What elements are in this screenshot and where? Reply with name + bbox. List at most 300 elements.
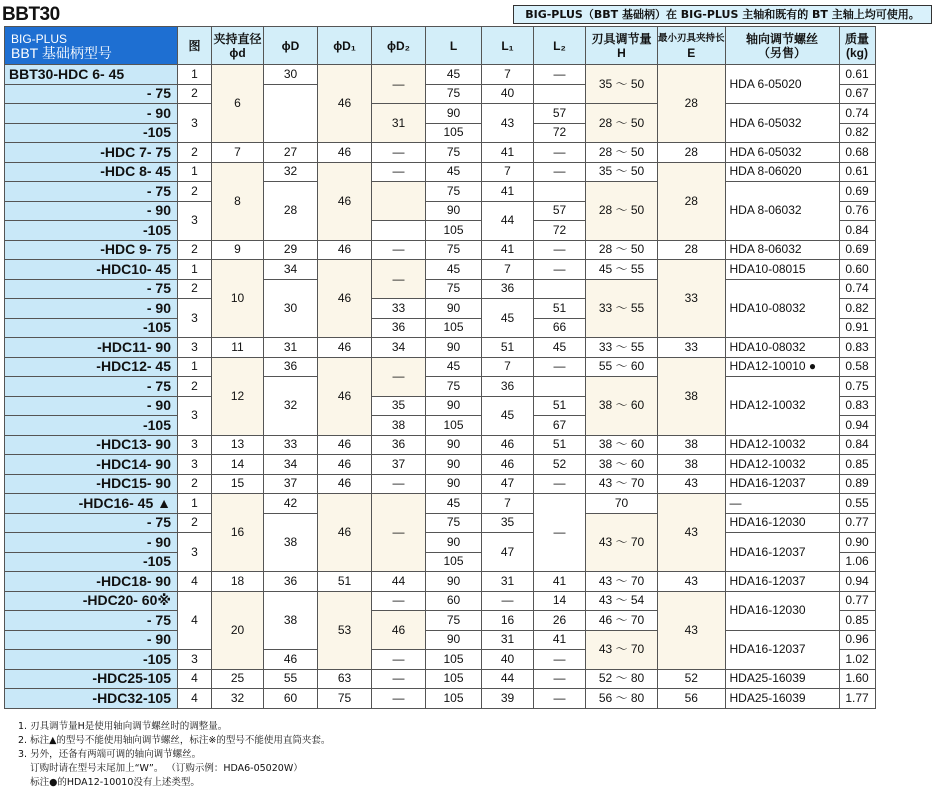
- cell-mass: 0.58: [839, 357, 875, 377]
- cell-adjustment-H: 43 〜 70: [586, 572, 658, 592]
- cell-L: 90: [426, 338, 482, 358]
- cell-mass: 0.82: [839, 299, 875, 319]
- cell-grip-diameter: 6: [212, 65, 264, 143]
- cell-model: - 90: [5, 104, 178, 124]
- cell-min-clamp-E: 52: [658, 669, 726, 689]
- cell-figure: 3: [178, 650, 212, 670]
- cell-D2: —: [372, 650, 426, 670]
- cell-min-clamp-E: 28: [658, 240, 726, 260]
- cell-grip-diameter: 16: [212, 494, 264, 572]
- cell-L1: 44: [482, 201, 534, 240]
- cell-grip-diameter: 18: [212, 572, 264, 592]
- cell-adjustment-H: 38 〜 60: [586, 377, 658, 436]
- cell-L2: 51: [534, 299, 586, 319]
- cell-L2: 45: [534, 338, 586, 358]
- table-row: [5, 513, 876, 533]
- cell-mass: 0.67: [839, 84, 875, 104]
- footnote-line: 2. 标注▲的型号不能使用轴向调节螺丝，标注※的型号不能使用直筒夹套。: [18, 735, 331, 746]
- cell-min-clamp-E: 43: [658, 494, 726, 572]
- header-label: 轴向调节螺丝: [746, 31, 819, 46]
- cell-figure: 3: [178, 299, 212, 338]
- cell-L1: 47: [482, 533, 534, 572]
- cell-figure: 3: [178, 104, 212, 143]
- header-D: [264, 27, 318, 65]
- cell-figure: 2: [178, 182, 212, 202]
- cell-D2: —: [372, 240, 426, 260]
- header-label: ϕd: [229, 45, 246, 60]
- cell-model: -HDC 8- 45: [5, 162, 178, 182]
- header-label: H: [617, 45, 626, 60]
- cell-model: - 75: [5, 377, 178, 397]
- cell-model: BBT30-HDC 6- 45: [5, 65, 178, 85]
- cell-L1: —: [482, 591, 534, 611]
- cell-grip-diameter: 7: [212, 143, 264, 163]
- footnotes: [18, 720, 330, 790]
- cell-D: 32: [264, 162, 318, 182]
- footnote-line: 1. 刃具调节量H是使用轴向调节螺丝时的调整量。: [18, 721, 228, 732]
- cell-mass: 0.61: [839, 162, 875, 182]
- header-label: 质量: [845, 31, 870, 46]
- cell-D1: 46: [318, 357, 372, 435]
- cell-figure: 1: [178, 494, 212, 514]
- cell-adjustment-H: 45 〜 55: [586, 260, 658, 280]
- cell-L: 105: [426, 552, 482, 572]
- cell-adjustment-H: 38 〜 60: [586, 455, 658, 475]
- cell-axial-screw: HDA16-12030: [725, 591, 839, 630]
- cell-L2: 57: [534, 201, 586, 221]
- cell-model: -105: [5, 123, 178, 143]
- cell-L2: —: [534, 143, 586, 163]
- cell-mass: 0.85: [839, 611, 875, 631]
- cell-L1: 7: [482, 65, 534, 85]
- table-row: [5, 104, 876, 124]
- cell-D: 38: [264, 513, 318, 572]
- cell-L2: —: [534, 162, 586, 182]
- cell-axial-screw: HDA10-08015: [725, 260, 839, 280]
- cell-D2: 36: [372, 435, 426, 455]
- cell-L2: [534, 377, 586, 397]
- cell-L: 90: [426, 299, 482, 319]
- header-L1: [482, 27, 534, 65]
- cell-model: - 90: [5, 396, 178, 416]
- cell-D: 28: [264, 182, 318, 241]
- cell-L: 105: [426, 416, 482, 436]
- cell-D: 38: [264, 591, 318, 650]
- cell-D2: 36: [372, 318, 426, 338]
- footnote-line: 3. 另外，还备有两端可调的轴向调节螺丝。: [18, 749, 202, 760]
- cell-D: 27: [264, 143, 318, 163]
- cell-D: 42: [264, 494, 318, 514]
- cell-L1: 31: [482, 572, 534, 592]
- header-D1: [318, 27, 372, 65]
- cell-L2: [534, 279, 586, 299]
- cell-L1: 31: [482, 630, 534, 650]
- cell-L: 90: [426, 435, 482, 455]
- cell-L: 105: [426, 669, 482, 689]
- cell-D2: 34: [372, 338, 426, 358]
- cell-adjustment-H: 70: [586, 494, 658, 514]
- table-row: [5, 357, 876, 377]
- table-row: [5, 591, 876, 611]
- cell-L: 75: [426, 84, 482, 104]
- cell-model: -HDC 9- 75: [5, 240, 178, 260]
- cell-D1: 46: [318, 240, 372, 260]
- cell-grip-diameter: 10: [212, 260, 264, 338]
- cell-mass: 0.74: [839, 279, 875, 299]
- cell-model: - 90: [5, 201, 178, 221]
- cell-L: 45: [426, 357, 482, 377]
- cell-grip-diameter: 13: [212, 435, 264, 455]
- cell-model: -HDC15- 90: [5, 474, 178, 494]
- cell-mass: 0.76: [839, 201, 875, 221]
- cell-grip-diameter: 11: [212, 338, 264, 358]
- cell-L2: —: [534, 494, 586, 572]
- cell-L: 75: [426, 240, 482, 260]
- cell-D2: [372, 182, 426, 221]
- header-min-clamp-E: [658, 27, 726, 65]
- cell-D2: 37: [372, 455, 426, 475]
- cell-axial-screw: HDA10-08032: [725, 338, 839, 358]
- cell-D1: 53: [318, 591, 372, 669]
- page-title: BBT30: [2, 4, 60, 25]
- cell-grip-diameter: 12: [212, 357, 264, 435]
- cell-grip-diameter: 15: [212, 474, 264, 494]
- cell-D2: —: [372, 474, 426, 494]
- cell-mass: 0.69: [839, 182, 875, 202]
- cell-mass: 1.60: [839, 669, 875, 689]
- cell-adjustment-H: 35 〜 50: [586, 65, 658, 104]
- cell-adjustment-H: 56 〜 80: [586, 689, 658, 709]
- cell-L1: 44: [482, 669, 534, 689]
- cell-D2: —: [372, 591, 426, 611]
- cell-axial-screw: HDA25-16039: [725, 689, 839, 709]
- header-label: 图: [188, 38, 201, 53]
- cell-D: 34: [264, 455, 318, 475]
- cell-D1: 46: [318, 260, 372, 338]
- cell-L2: [534, 182, 586, 202]
- cell-L1: 51: [482, 338, 534, 358]
- cell-axial-screw: HDA10-08032: [725, 279, 839, 338]
- table-row: [5, 279, 876, 299]
- cell-figure: 3: [178, 455, 212, 475]
- cell-L2: —: [534, 650, 586, 670]
- cell-mass: 0.74: [839, 104, 875, 124]
- cell-D2: —: [372, 65, 426, 104]
- table-row: [5, 435, 876, 455]
- cell-D1: 46: [318, 143, 372, 163]
- header-label: L₁: [501, 38, 514, 53]
- cell-axial-screw: HDA16-12037: [725, 572, 839, 592]
- cell-L: 105: [426, 221, 482, 241]
- cell-L1: 45: [482, 396, 534, 435]
- cell-L1: 41: [482, 143, 534, 163]
- cell-D1: 75: [318, 689, 372, 709]
- table-row: [5, 162, 876, 182]
- cell-mass: 0.60: [839, 260, 875, 280]
- cell-L1: 46: [482, 455, 534, 475]
- cell-D1: 51: [318, 572, 372, 592]
- header-label: BBT 基础柄型号: [11, 44, 112, 61]
- cell-D: 33: [264, 435, 318, 455]
- cell-axial-screw: HDA 8-06032: [725, 240, 839, 260]
- cell-grip-diameter: 25: [212, 669, 264, 689]
- cell-figure: 2: [178, 143, 212, 163]
- cell-min-clamp-E: 38: [658, 357, 726, 435]
- cell-L1: 36: [482, 377, 534, 397]
- cell-mass: 1.02: [839, 650, 875, 670]
- cell-mass: 0.85: [839, 455, 875, 475]
- table-row: [5, 630, 876, 650]
- cell-D: 36: [264, 357, 318, 377]
- cell-adjustment-H: 46 〜 70: [586, 611, 658, 631]
- cell-L1: 41: [482, 240, 534, 260]
- cell-model: - 90: [5, 299, 178, 319]
- table-row: [5, 455, 876, 475]
- cell-L1: 35: [482, 513, 534, 533]
- table-row: [5, 474, 876, 494]
- header-adjustment-H: [586, 27, 658, 65]
- cell-adjustment-H: 52 〜 80: [586, 669, 658, 689]
- cell-L1: 41: [482, 182, 534, 202]
- cell-L1: 7: [482, 260, 534, 280]
- cell-model: -HDC 7- 75: [5, 143, 178, 163]
- cell-L1: 16: [482, 611, 534, 631]
- cell-D1: 46: [318, 65, 372, 143]
- cell-L2: 41: [534, 572, 586, 592]
- cell-D: 46: [264, 650, 318, 670]
- cell-min-clamp-E: 33: [658, 260, 726, 338]
- cell-figure: 1: [178, 357, 212, 377]
- cell-figure: 1: [178, 260, 212, 280]
- cell-min-clamp-E: 38: [658, 435, 726, 455]
- cell-L: 60: [426, 591, 482, 611]
- cell-L2: 72: [534, 221, 586, 241]
- cell-model: -HDC11- 90: [5, 338, 178, 358]
- cell-model: -HDC16- 45 ▲: [5, 494, 178, 514]
- cell-figure: 1: [178, 162, 212, 182]
- cell-L1: 7: [482, 494, 534, 514]
- cell-L1: 36: [482, 279, 534, 299]
- cell-D: 36: [264, 572, 318, 592]
- header-label: ϕD₁: [333, 38, 356, 53]
- cell-axial-screw: HDA16-12030: [725, 513, 839, 533]
- header-label: ϕD₂: [387, 38, 410, 53]
- cell-D1: 46: [318, 162, 372, 240]
- cell-L: 90: [426, 630, 482, 650]
- cell-model: - 90: [5, 533, 178, 553]
- cell-grip-diameter: 20: [212, 591, 264, 669]
- cell-L2: 14: [534, 591, 586, 611]
- cell-D: [264, 84, 318, 143]
- cell-adjustment-H: 43 〜 70: [586, 474, 658, 494]
- cell-mass: 0.55: [839, 494, 875, 514]
- cell-L2: —: [534, 65, 586, 85]
- cell-axial-screw: HDA 6-05032: [725, 104, 839, 143]
- cell-model: - 75: [5, 84, 178, 104]
- cell-figure: 2: [178, 474, 212, 494]
- cell-min-clamp-E: 33: [658, 338, 726, 358]
- cell-mass: 0.83: [839, 396, 875, 416]
- header-label: 最小刃具夹持长: [658, 32, 725, 44]
- cell-model: -HDC12- 45: [5, 357, 178, 377]
- cell-model: -HDC32-105: [5, 689, 178, 709]
- cell-mass: 0.82: [839, 123, 875, 143]
- cell-min-clamp-E: 43: [658, 591, 726, 669]
- cell-adjustment-H: 43 〜 70: [586, 513, 658, 572]
- table-row: [5, 533, 876, 553]
- cell-mass: 0.83: [839, 338, 875, 358]
- cell-L2: [534, 84, 586, 104]
- table-row: [5, 182, 876, 202]
- cell-model: -105: [5, 416, 178, 436]
- cell-D2: 38: [372, 416, 426, 436]
- cell-model: -HDC14- 90: [5, 455, 178, 475]
- header-label: (kg): [846, 45, 869, 60]
- cell-figure: 3: [178, 338, 212, 358]
- cell-L2: —: [534, 689, 586, 709]
- cell-D: 30: [264, 279, 318, 338]
- cell-model: - 75: [5, 279, 178, 299]
- cell-mass: 0.77: [839, 513, 875, 533]
- cell-model: -HDC10- 45: [5, 260, 178, 280]
- cell-L: 105: [426, 123, 482, 143]
- cell-min-clamp-E: 56: [658, 689, 726, 709]
- cell-adjustment-H: 35 〜 50: [586, 162, 658, 182]
- cell-model: -105: [5, 650, 178, 670]
- cell-L2: 26: [534, 611, 586, 631]
- cell-grip-diameter: 9: [212, 240, 264, 260]
- cell-grip-diameter: 14: [212, 455, 264, 475]
- cell-axial-screw: HDA 6-05020: [725, 65, 839, 104]
- cell-model: - 90: [5, 630, 178, 650]
- cell-D2: —: [372, 494, 426, 572]
- table-row: [5, 572, 876, 592]
- cell-figure: 4: [178, 591, 212, 650]
- cell-D: 31: [264, 338, 318, 358]
- cell-D1: 63: [318, 669, 372, 689]
- cell-figure: 4: [178, 572, 212, 592]
- cell-model: -HDC18- 90: [5, 572, 178, 592]
- cell-L1: 43: [482, 104, 534, 143]
- cell-figure: 2: [178, 377, 212, 397]
- cell-D1: 46: [318, 338, 372, 358]
- cell-figure: 3: [178, 435, 212, 455]
- header-label: （另售）: [758, 45, 807, 60]
- cell-figure: 4: [178, 689, 212, 709]
- cell-adjustment-H: 28 〜 50: [586, 240, 658, 260]
- cell-axial-screw: HDA12-10032: [725, 377, 839, 436]
- cell-axial-screw: HDA25-16039: [725, 669, 839, 689]
- cell-mass: 0.91: [839, 318, 875, 338]
- cell-L2: 41: [534, 630, 586, 650]
- cell-L1: 47: [482, 474, 534, 494]
- cell-L1: 40: [482, 84, 534, 104]
- cell-adjustment-H: 28 〜 50: [586, 143, 658, 163]
- cell-model: -105: [5, 552, 178, 572]
- cell-adjustment-H: 43 〜 54: [586, 591, 658, 611]
- cell-figure: 2: [178, 513, 212, 533]
- cell-D1: 46: [318, 474, 372, 494]
- cell-D2: —: [372, 260, 426, 299]
- cell-D2: 35: [372, 396, 426, 416]
- cell-mass: 0.90: [839, 533, 875, 553]
- cell-L: 45: [426, 162, 482, 182]
- cell-L: 75: [426, 513, 482, 533]
- cell-axial-screw: —: [725, 494, 839, 514]
- table-row: [5, 689, 876, 709]
- cell-L: 105: [426, 650, 482, 670]
- header-model: [5, 27, 178, 65]
- cell-adjustment-H: 28 〜 50: [586, 104, 658, 143]
- cell-L2: —: [534, 474, 586, 494]
- cell-D1: 46: [318, 494, 372, 572]
- cell-L: 90: [426, 396, 482, 416]
- cell-D2: [372, 221, 426, 241]
- header-grip-diameter: [212, 27, 264, 65]
- cell-D2: 33: [372, 299, 426, 319]
- cell-axial-screw: HDA16-12037: [725, 630, 839, 669]
- cell-L: 105: [426, 318, 482, 338]
- cell-axial-screw: HDA12-10032: [725, 455, 839, 475]
- cell-L: 90: [426, 455, 482, 475]
- cell-D: 30: [264, 65, 318, 85]
- cell-L: 45: [426, 65, 482, 85]
- table-row: [5, 338, 876, 358]
- cell-figure: 3: [178, 201, 212, 240]
- footnote-line: 标注●的HDA12-10010没有上述类型。: [18, 777, 200, 788]
- cell-L: 90: [426, 572, 482, 592]
- cell-axial-screw: HDA12-10032: [725, 435, 839, 455]
- cell-L1: 7: [482, 162, 534, 182]
- header-label: L: [449, 38, 458, 53]
- cell-L: 75: [426, 377, 482, 397]
- cell-D2: —: [372, 689, 426, 709]
- cell-mass: 0.94: [839, 416, 875, 436]
- cell-L: 90: [426, 201, 482, 221]
- cell-L1: 45: [482, 299, 534, 338]
- cell-L: 90: [426, 474, 482, 494]
- header-label: ϕD: [281, 38, 300, 53]
- cell-L2: —: [534, 357, 586, 377]
- header-label: 夹持直径: [213, 31, 262, 46]
- header-L: [426, 27, 482, 65]
- cell-adjustment-H: 28 〜 50: [586, 182, 658, 241]
- cell-D1: 46: [318, 435, 372, 455]
- cell-adjustment-H: 33 〜 55: [586, 279, 658, 338]
- cell-D2: —: [372, 669, 426, 689]
- cell-adjustment-H: 38 〜 60: [586, 435, 658, 455]
- cell-L2: 57: [534, 104, 586, 124]
- cell-mass: 0.84: [839, 435, 875, 455]
- table-row: [5, 240, 876, 260]
- cell-mass: 0.94: [839, 572, 875, 592]
- cell-axial-screw: HDA16-12037: [725, 533, 839, 572]
- cell-D: 34: [264, 260, 318, 280]
- cell-model: - 75: [5, 182, 178, 202]
- table-row: [5, 65, 876, 85]
- cell-model: -HDC13- 90: [5, 435, 178, 455]
- cell-figure: 2: [178, 240, 212, 260]
- cell-grip-diameter: 8: [212, 162, 264, 240]
- cell-adjustment-H: 33 〜 55: [586, 338, 658, 358]
- header-label: E: [687, 45, 696, 60]
- cell-L1: 39: [482, 689, 534, 709]
- cell-L: 90: [426, 533, 482, 553]
- cell-L: 90: [426, 104, 482, 124]
- cell-axial-screw: HDA12-10010 ●: [725, 357, 839, 377]
- table-row: [5, 377, 876, 397]
- cell-min-clamp-E: 28: [658, 65, 726, 143]
